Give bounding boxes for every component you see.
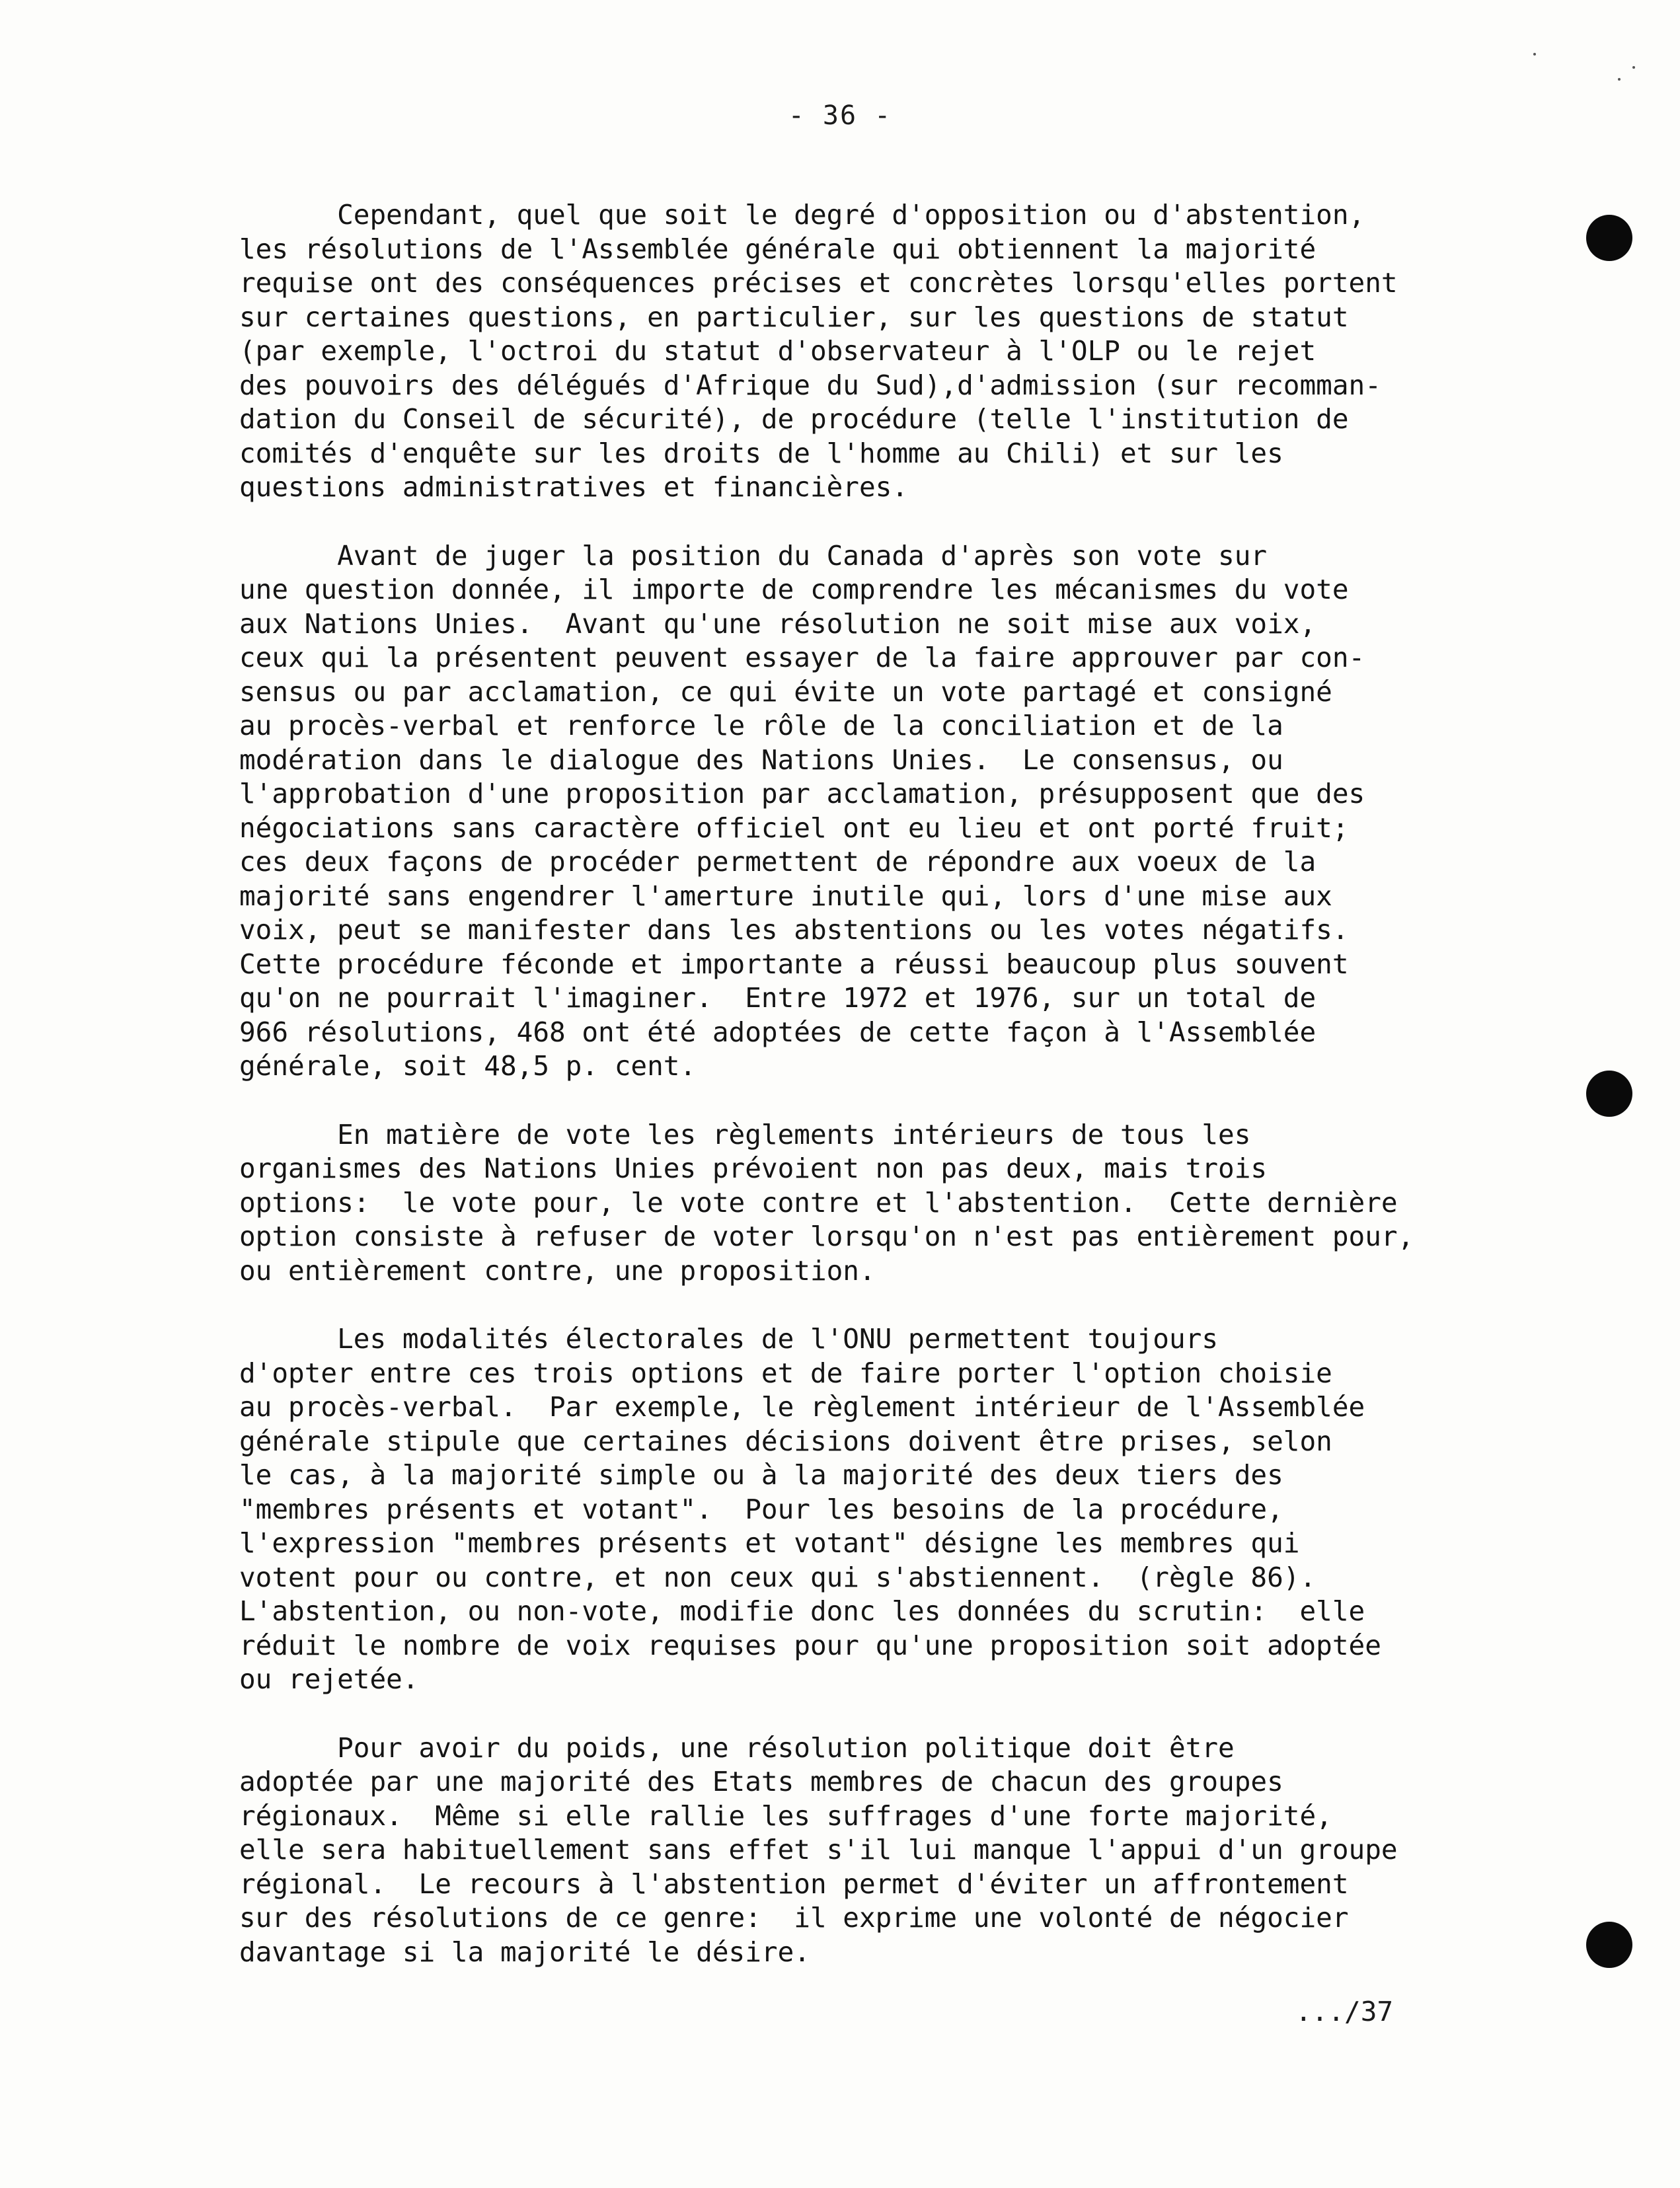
- text-line: (par exemple, l'octroi du statut d'observateur à l'OLP ou le rejet: [239, 335, 1317, 367]
- punch-hole: [1586, 1071, 1632, 1117]
- text-line: votent pour ou contre, et non ceux qui s'abstiennent. (règle 86).: [239, 1561, 1317, 1593]
- text-line: majorité sans engendrer l'amerture inutile qui, lors d'une mise aux: [239, 880, 1332, 912]
- text-line: ou entièrement contre, une proposition.: [239, 1254, 876, 1287]
- text-line: générale, soit 48,5 p. cent.: [239, 1050, 697, 1082]
- continuation-marker: .../37: [1295, 1996, 1394, 2027]
- text-line: sur certaines questions, en particulier, sur les questions de statut: [239, 301, 1349, 333]
- text-line: "membres présents et votant". Pour les besoins de la procédure,: [239, 1493, 1283, 1525]
- text-line: 966 résolutions, 468 ont été adoptées de cette façon à l'Assemblée: [239, 1016, 1317, 1048]
- text-line: ceux qui la présentent peuvent essayer de la faire approuver par con-: [239, 642, 1365, 673]
- text-line: Les modalités électorales de l'ONU permettent toujours: [239, 1323, 1219, 1355]
- paragraph: [239, 1118, 1449, 1289]
- text-line: requise ont des conséquences précises et concrètes lorsqu'elles portent: [239, 267, 1398, 299]
- text-line: régional. Le recours à l'abstention permet d'éviter un affrontement: [239, 1867, 1349, 1900]
- text-line: une question donnée, il importe de comprendre les mécanismes du vote: [239, 574, 1349, 605]
- text-line: modération dans le dialogue des Nations Unies. Le consensus, ou: [239, 743, 1283, 776]
- text-line: elle sera habituellement sans effet s'il lui manque l'appui d'un groupe: [239, 1834, 1398, 1866]
- body-text: [239, 198, 1449, 2004]
- text-line: au procès-verbal. Par exemple, le règlement intérieur de l'Assemblée: [239, 1391, 1365, 1423]
- paragraph: [239, 1731, 1449, 1970]
- text-line: réduit le nombre de voix requises pour qu'une proposition soit adoptée: [239, 1629, 1381, 1661]
- paragraph: [239, 539, 1449, 1084]
- text-line: option consiste à refuser de voter lorsqu'on n'est pas entièrement pour,: [239, 1221, 1414, 1252]
- text-line: aux Nations Unies. Avant qu'une résolution ne soit mise aux voix,: [239, 607, 1317, 640]
- scan-speck: [1632, 66, 1635, 69]
- text-line: L'abstention, ou non-vote, modifie donc les données du scrutin: elle: [239, 1595, 1365, 1627]
- paragraph: [239, 198, 1449, 505]
- text-line: organismes des Nations Unies prévoient non pas deux, mais trois: [239, 1152, 1268, 1184]
- scan-speck: [1618, 78, 1621, 81]
- text-line: au procès-verbal et renforce le rôle de la conciliation et de la: [239, 710, 1283, 741]
- text-line: les résolutions de l'Assemblée générale qui obtiennent la majorité: [239, 233, 1317, 265]
- text-line: adoptée par une majorité des Etats membres de chacun des groupes: [239, 1766, 1283, 1797]
- text-line: négociations sans caractère officiel ont eu lieu et ont porté fruit;: [239, 811, 1349, 844]
- text-line: des pouvoirs des délégués d'Afrique du Sud),d'admission (sur recomman-: [239, 369, 1381, 401]
- text-line: options: le vote pour, le vote contre et l'abstention. Cette dernière: [239, 1186, 1398, 1219]
- text-line: Pour avoir du poids, une résolution politique doit être: [239, 1731, 1235, 1764]
- text-line: voix, peut se manifester dans les abstentions ou les votes négatifs.: [239, 914, 1349, 946]
- punch-hole: [1586, 1922, 1632, 1968]
- text-line: d'opter entre ces trois options et de faire porter l'option choisie: [239, 1357, 1332, 1389]
- text-line: l'approbation d'une proposition par acclamation, présupposent que des: [239, 778, 1365, 810]
- text-line: Cependant, quel que soit le degré d'opposition ou d'abstention,: [239, 199, 1365, 231]
- text-line: comités d'enquête sur les droits de l'homme au Chili) et sur les: [239, 437, 1283, 469]
- text-line: dation du Conseil de sécurité), de procédure (telle l'institution de: [239, 403, 1349, 435]
- text-line: régionaux. Même si elle rallie les suffrages d'une forte majorité,: [239, 1799, 1332, 1832]
- text-line: générale stipule que certaines décisions doivent être prises, selon: [239, 1425, 1332, 1457]
- text-line: En matière de vote les règlements intérieurs de tous les: [239, 1118, 1251, 1151]
- text-line: davantage si la majorité le désire.: [239, 1936, 810, 1968]
- text-line: le cas, à la majorité simple ou à la majorité des deux tiers des: [239, 1459, 1283, 1491]
- text-line: ou rejetée.: [239, 1663, 419, 1695]
- text-line: questions administratives et financières.: [239, 471, 909, 503]
- page-number: - 36 -: [788, 100, 892, 131]
- text-line: qu'on ne pourrait l'imaginer. Entre 1972 et 1976, sur un total de: [239, 982, 1317, 1014]
- text-line: Avant de juger la position du Canada d'après son vote sur: [239, 539, 1268, 572]
- text-line: sur des résolutions de ce genre: il exprime une volonté de négocier: [239, 1902, 1349, 1934]
- text-line: ces deux façons de procéder permettent de répondre aux voeux de la: [239, 846, 1317, 878]
- text-line: Cette procédure féconde et importante a réussi beaucoup plus souvent: [239, 948, 1349, 980]
- text-line: l'expression "membres présents et votant" désigne les membres qui: [239, 1527, 1300, 1559]
- scan-speck: [1533, 53, 1536, 56]
- paragraph: [239, 1322, 1449, 1697]
- punch-hole: [1586, 215, 1632, 261]
- text-line: sensus ou par acclamation, ce qui évite un vote partagé et consigné: [239, 675, 1332, 708]
